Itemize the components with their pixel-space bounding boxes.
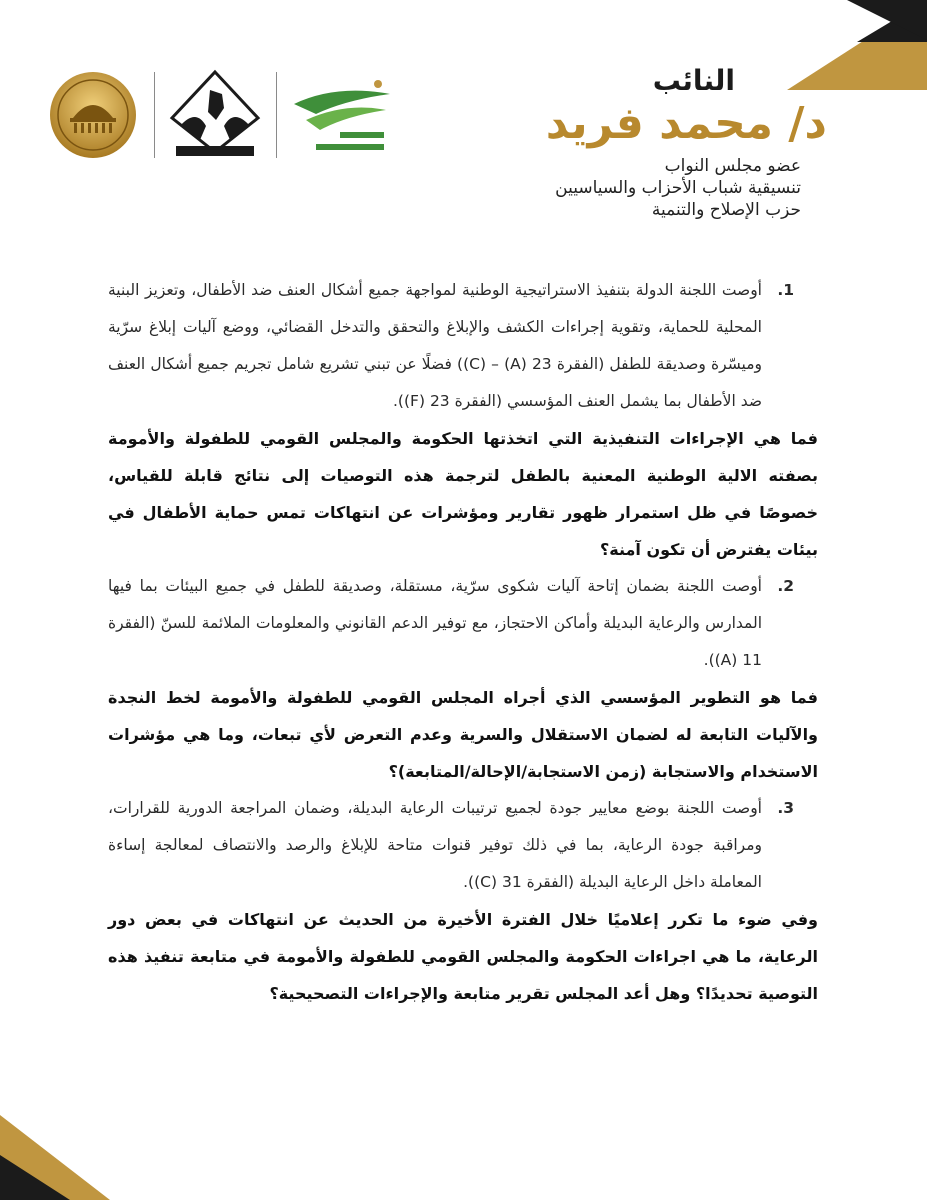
recommendation-text: أوصت اللجنة الدولة بتنفيذ الاستراتيجية الوطنية لمواجهة جميع أشكال العنف ضد الأطفال، وتعزيز البنية المحلية للحماية، وتقوية إجراءات الكشف والإبلاغ والتحقق والتدخل القضائي، ووضع آليات إبلاغ سرّية وميسّرة وصديقة للطفل (الفقرة 23 (A) – (C)) فضلًا عن تبني تشريع شامل تجريم جميع أشكال العنف ضد الأطفال بما يشمل العنف المؤسسي (الفقرة 23 (F)). [108, 281, 763, 410]
header-title: النائب [652, 64, 735, 97]
recommendation-text: أوصت اللجنة بضمان إتاحة آليات شكوى سرّية، مستقلة، وصديقة للطفل في جميع البيئات بما فيها المدارس والرعاية البديلة وأماكن الاحتجاز، مع توفير الدعم القانوني والمعلومات الملائمة للسنّ (الفقرة 11 (A)). [108, 577, 762, 669]
question: فما هي الإجراءات التنفيذية التي اتخذتها الحكومة والمجلس القومي للطفولة والأمومة بصفته الالية الوطنية المعنية بالطفل لترجمة هذه التوصيات إلى نتائج قابلة للقياس، خصوصًا في ظل استمرار ظهور تقارير ومؤشرات عن انتهاكات تمس حماية الأطفال في بيئات يفترض أن تكون آمنة؟ [108, 429, 818, 559]
question: وفي ضوء ما تكرر إعلاميًا خلال الفترة الأخيرة من الحديث عن انتهاكات في بعض دور الرعاية، ما هي اجراءات الحكومة والمجلس القومي للطفولة والأمومة في متابعة تنفيذ هذه التوصية تحديدًا؟ وهل أعد المجلس تقرير متابعة والإجراءات التصحيحية؟ [108, 910, 818, 1003]
logos-strip [48, 68, 398, 164]
header-name-block [527, 64, 827, 150]
item-number: 2. [777, 577, 794, 595]
coordination-logo [166, 68, 264, 160]
recommendation-text: أوصت اللجنة بوضع معايير جودة لجميع ترتيبات الرعاية البديلة، وضمان المراجعة الدورية للقرارات، ومراقبة جودة الرعاية، بما في ذلك توفير قنوات متاحة للإبلاغ والرصد والانتصاف لمعالجة إساءة المعاملة داخل الرعاية البديلة (الفقرة 31 (C)). [108, 799, 762, 891]
role-line: حزب الإصلاح والتنمية [651, 200, 801, 220]
role-line: عضو مجلس النواب [664, 156, 801, 176]
party-logo [286, 74, 398, 160]
recommendation [108, 790, 818, 901]
logo-divider [276, 72, 277, 158]
logo-divider [154, 72, 155, 158]
item-number: 3. [777, 799, 794, 817]
item-1 [108, 272, 818, 568]
recommendation [108, 568, 818, 679]
item-2 [108, 568, 818, 790]
document-body [108, 272, 818, 1012]
item-3 [108, 790, 818, 1012]
mp-name: د/ محمد فريد [545, 98, 827, 149]
question: فما هو التطوير المؤسسي الذي أجراه المجلس القومي للطفولة والأمومة لخط النجدة والآليات التابعة له لضمان الاستقلال والسرية وعدم التعرض لأي تبعات، وما هي مؤشرات الاستخدام والاستجابة (زمن الاستجابة/الإحالة/المتابعة)؟ [108, 688, 818, 781]
parliament-seal-logo [48, 70, 138, 160]
corner-decoration-bottom [0, 1115, 110, 1200]
recommendation [108, 272, 818, 420]
item-number: 1. [777, 281, 794, 299]
header-roles [471, 155, 801, 221]
role-line: تنسيقية شباب الأحزاب والسياسيين [555, 178, 801, 198]
